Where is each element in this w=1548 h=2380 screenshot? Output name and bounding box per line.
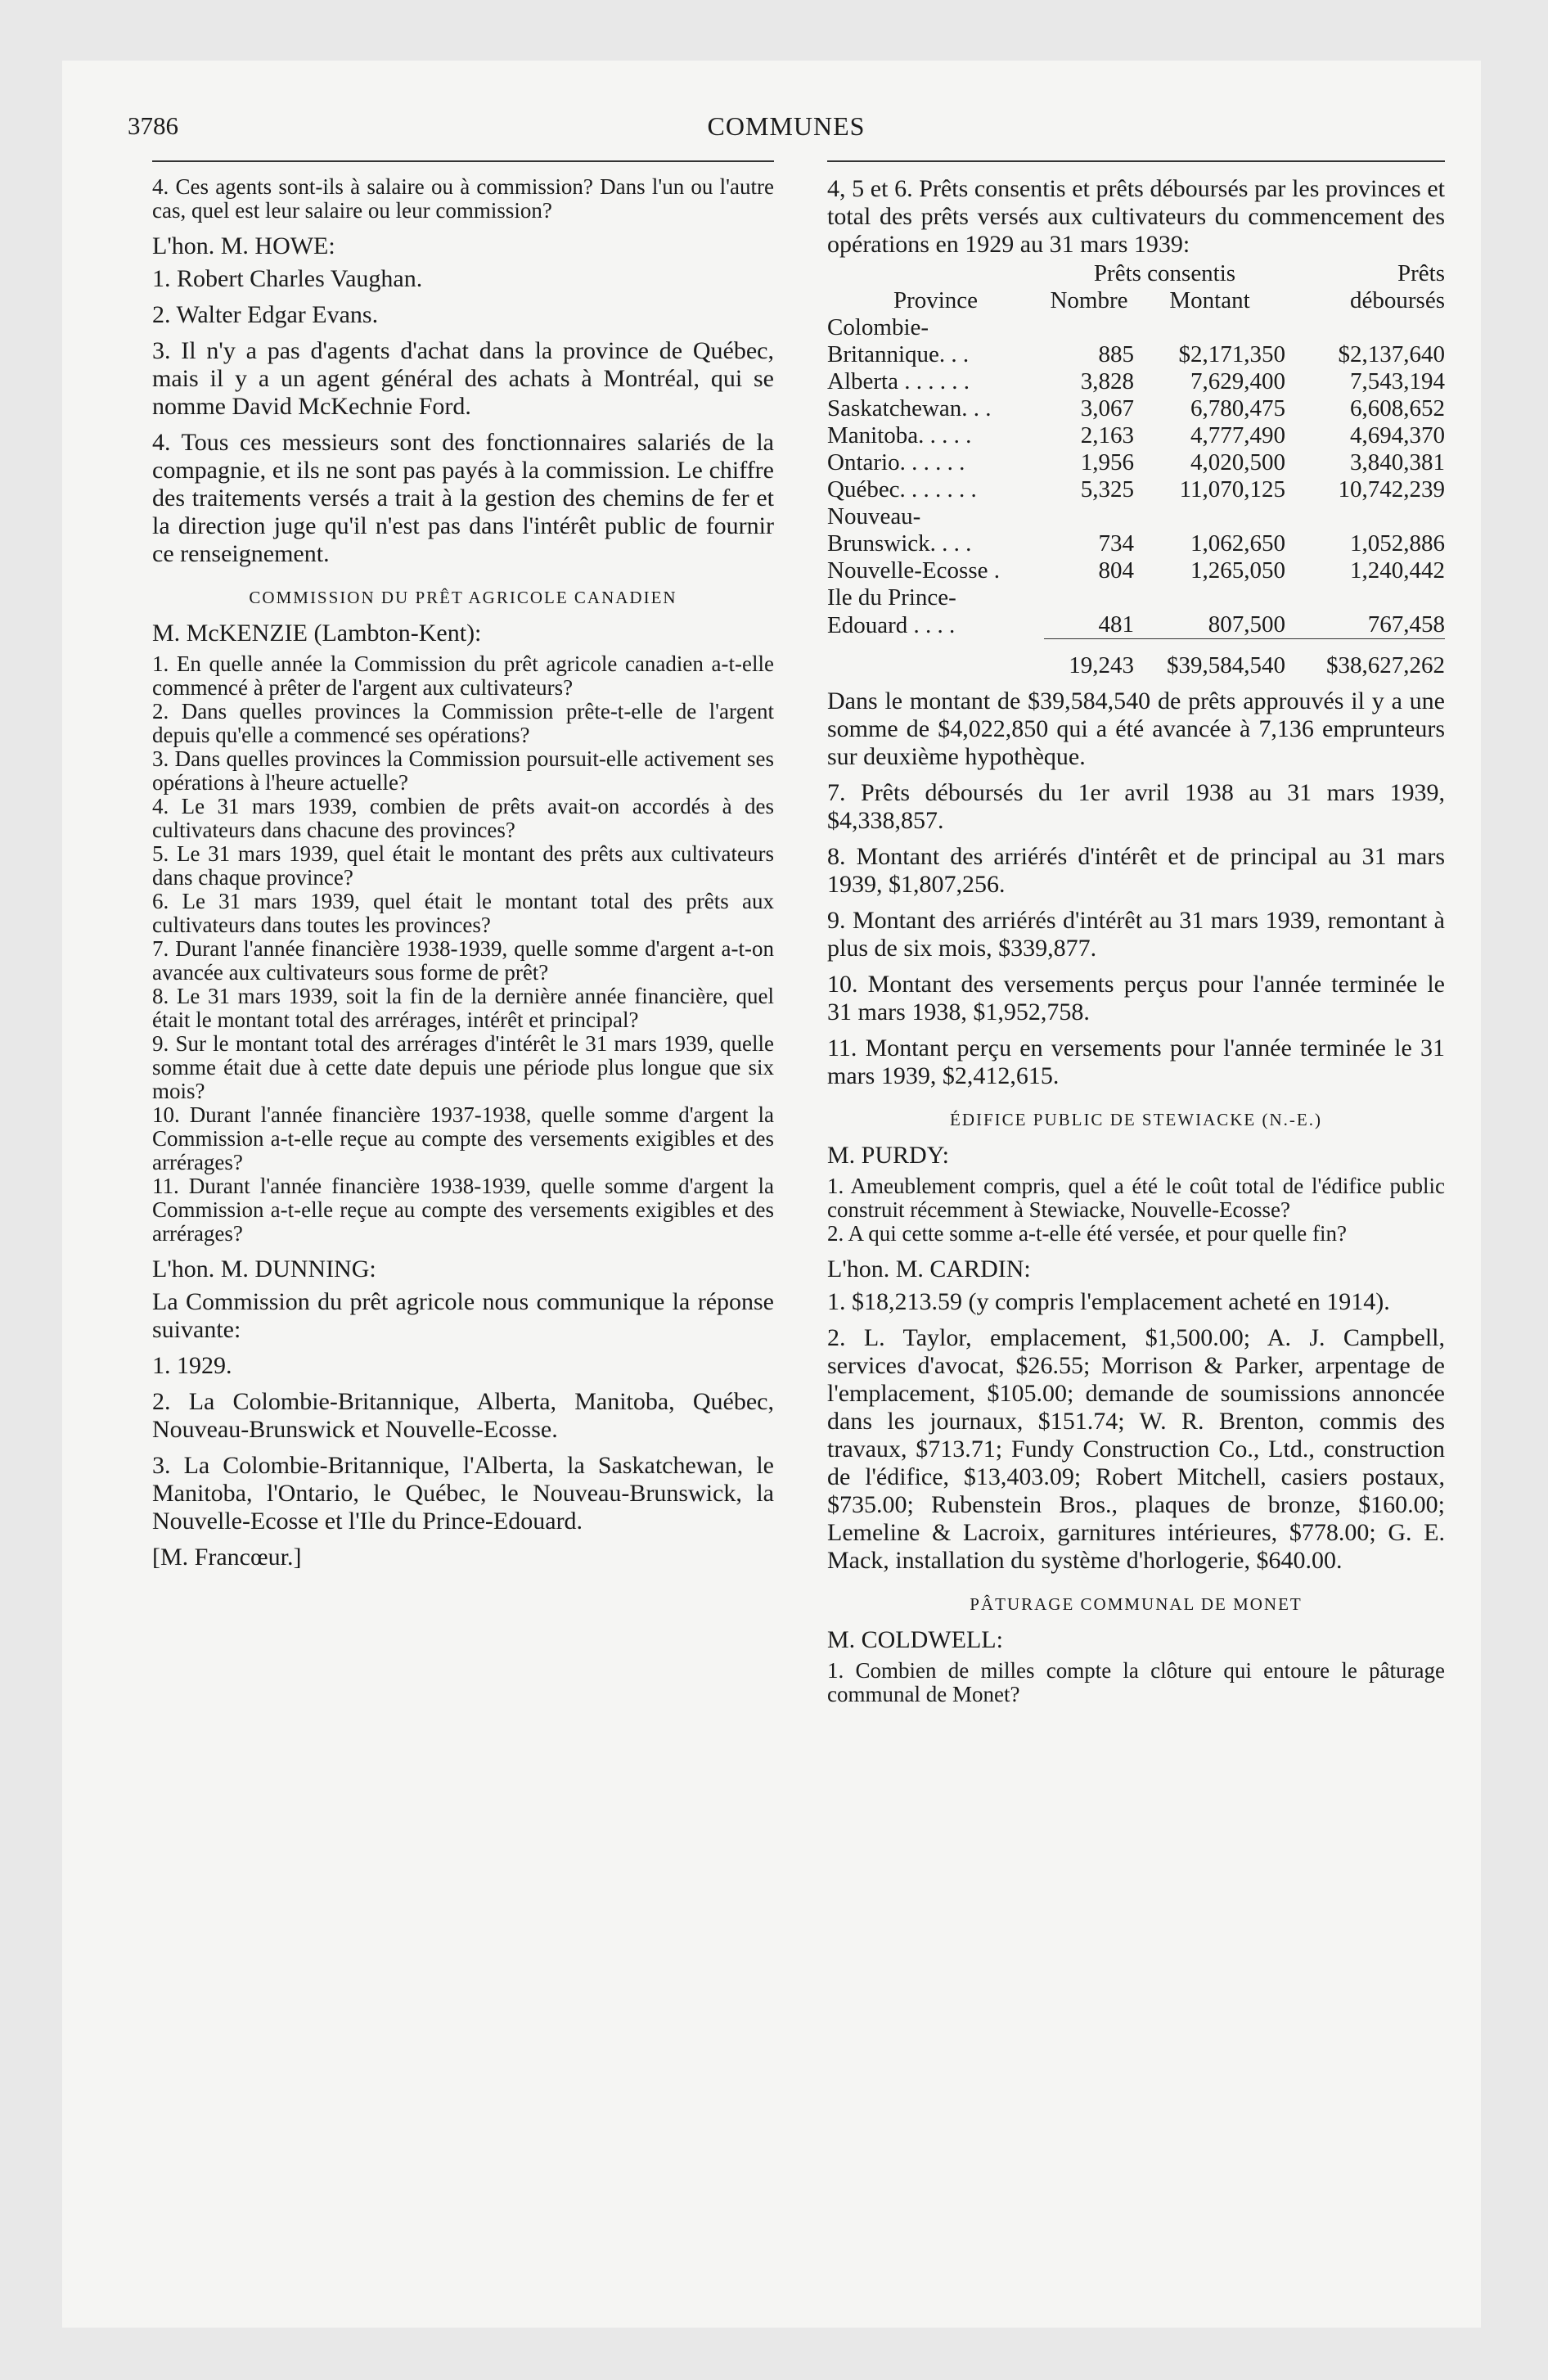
answer-paragraph: 4, 5 et 6. Prêts consentis et prêts déboursés par les provinces et total des prêts versés aux cultivateurs du commencement des opérations en 1929 au 31 mars 1939:: [827, 175, 1445, 258]
cell-debourses: 767,458: [1367, 611, 1445, 638]
table-row: [827, 368, 1445, 395]
cell-debourses: 1,052,886: [1350, 530, 1445, 557]
question-paragraph: 4. Le 31 mars 1939, combien de prêts avait-on accordés à des cultivateurs dans chacune des provinces?: [152, 794, 774, 842]
table-row: [827, 530, 1445, 557]
speaker-name: L'hon. M. HOWE:: [152, 232, 335, 259]
question-paragraph: 3. Dans quelles provinces la Commission poursuit-elle activement ses opérations à l'heure actuelle?: [152, 746, 774, 795]
province-name: Brunswick. . . .: [827, 530, 972, 557]
answer-paragraph: 4. Tous ces messieurs sont des fonctionnaires salariés de la compagnie, et ils ne sont pas payés à la commission. Le chiffre des traitements versés a trait à la gestion des chemins de fer et la direction juge qu'il n'est pas dans l'intérêt public de fournir ce renseignement.: [152, 429, 774, 567]
speaker-name: M. COLDWELL:: [827, 1626, 1003, 1653]
section-heading: ÉDIFICE PUBLIC DE STEWIACKE (N.-E.): [950, 1110, 1322, 1129]
province-name-line: Colombie-: [827, 314, 929, 340]
table-row: [827, 395, 1445, 422]
answer-paragraph: Dans le montant de $39,584,540 de prêts approuvés il y a une somme de $4,022,850 qui a été avancée à 7,136 emprunteurs sur deuxième hypothèque.: [827, 687, 1445, 770]
cell-nombre: 734: [1098, 530, 1134, 557]
table-header: Prêts: [1397, 260, 1445, 286]
cell-montant: 7,629,400: [1190, 368, 1285, 394]
table-header: Nombre: [1050, 287, 1128, 313]
loans-table: [827, 260, 1445, 679]
table-row-label: [827, 584, 1445, 611]
page-title: COMMUNES: [707, 111, 866, 141]
province-name: Manitoba. . . . .: [827, 422, 972, 449]
answer-paragraph: 2. La Colombie-Britannique, Alberta, Manitoba, Québec, Nouveau-Brunswick et Nouvelle-Ecosse.: [152, 1388, 774, 1443]
province-name: Nouvelle-Ecosse .: [827, 557, 1000, 584]
cell-nombre: 1,956: [1080, 449, 1134, 476]
answer-paragraph: 9. Montant des arriérés d'intérêt au 31 mars 1939, remontant à plus de six mois, $339,877.: [827, 907, 1445, 962]
cell-nombre: 5,325: [1080, 476, 1134, 503]
table-header: déboursés: [1350, 287, 1445, 313]
cell-nombre: 2,163: [1080, 422, 1134, 449]
table-row: [827, 341, 1445, 368]
answer-paragraph: 3. La Colombie-Britannique, l'Alberta, la Saskatchewan, le Manitoba, l'Ontario, le Québec, le Nouveau-Brunswick, la Nouvelle-Ecosse et l'Ile du Prince-Edouard.: [152, 1452, 774, 1535]
question-paragraph: 6. Le 31 mars 1939, quel était le montant total des prêts aux cultivateurs dans toutes les provinces?: [152, 889, 774, 937]
province-name: Britannique. . .: [827, 341, 970, 367]
question-paragraph: 4. Ces agents sont-ils à salaire ou à commission? Dans l'un ou l'autre cas, quel est leur salaire ou leur commission?: [152, 174, 774, 223]
table-row-label: [827, 503, 1445, 530]
table-row: [827, 611, 1445, 639]
answer-paragraph: 8. Montant des arriérés d'intérêt et de principal au 31 mars 1939, $1,807,256.: [827, 843, 1445, 898]
question-paragraph: 1. En quelle année la Commission du prêt agricole canadien a-t-elle commencé à prêter de l'argent aux cultivateurs?: [152, 651, 774, 700]
cell-debourses: 3,840,381: [1350, 449, 1445, 476]
cell-montant: 6,780,475: [1190, 395, 1285, 421]
answer-paragraph: La Commission du prêt agricole nous communique la réponse suivante:: [152, 1288, 774, 1343]
cell-debourses: $2,137,640: [1338, 341, 1445, 367]
table-total-row: [827, 639, 1445, 680]
total-debourses: $38,627,262: [1285, 639, 1445, 680]
cell-debourses: 4,694,370: [1350, 422, 1445, 449]
cell-montant: 1,062,650: [1190, 530, 1285, 557]
question-paragraph: 11. Durant l'année financière 1938-1939, quelle somme d'argent la Commission a-t-elle reçue au compte des versements exigibles et des arrérages?: [152, 1174, 774, 1246]
speaker-name: L'hon. M. DUNNING:: [152, 1255, 376, 1282]
cell-nombre: 3,828: [1080, 368, 1134, 394]
page-header: [128, 111, 1445, 147]
cell-debourses: 1,240,442: [1350, 557, 1445, 584]
answer-paragraph: 1. 1929.: [152, 1352, 232, 1379]
table-row: [827, 476, 1445, 503]
section-heading: PÂTURAGE COMMUNAL DE MONET: [970, 1594, 1303, 1614]
province-name: Edouard . . . .: [827, 611, 956, 638]
document-page: [62, 61, 1481, 2328]
section-heading: COMMISSION DU PRÊT AGRICOLE CANADIEN: [249, 588, 677, 607]
table-row: [827, 557, 1445, 584]
answer-paragraph: 1. Robert Charles Vaughan.: [152, 265, 423, 292]
cell-montant: 11,070,125: [1179, 476, 1285, 503]
cell-nombre: 481: [1098, 611, 1134, 638]
speaker-name: M. PURDY:: [827, 1142, 949, 1169]
province-name: Saskatchewan. . .: [827, 395, 992, 421]
answer-paragraph: 7. Prêts déboursés du 1er avril 1938 au 31 mars 1939, $4,338,857.: [827, 779, 1445, 834]
table-header: Province: [893, 287, 979, 313]
answer-paragraph: 2. L. Taylor, emplacement, $1,500.00; A. J. Campbell, services d'avocat, $26.55; Morrison & Parker, arpentage de l'emplacement, $105.00; demande de soumissions annoncée dans les journaux, $151.74; W. R. Brenton, commis des travaux, $713.71; Fundy Construction Co., Ltd., construction de l'édifice, $13,403.09; Robert Mitchell, casiers postaux, $735.00; Rubenstein Bros., plaques de bronze, $160.00; Lemeline & Lacroix, garnitures intérieures, $778.00; G. E. Mack, installation du système d'horlogerie, $640.00.: [827, 1324, 1445, 1574]
question-paragraph: 1. Combien de milles compte la clôture qui entoure le pâturage communal de Monet?: [827, 1658, 1445, 1706]
question-paragraph: 2. Dans quelles provinces la Commission prête-t-elle de l'argent depuis qu'elle a commencé ses opérations?: [152, 699, 774, 747]
table-row: [827, 449, 1445, 476]
answer-paragraph: 2. Walter Edgar Evans.: [152, 301, 379, 328]
answer-paragraph: 1. $18,213.59 (y compris l'emplacement acheté en 1914).: [827, 1288, 1390, 1315]
province-name-line: Nouveau-: [827, 503, 921, 530]
cell-montant: 807,500: [1208, 611, 1285, 638]
cell-debourses: 7,543,194: [1350, 368, 1445, 394]
page-number: 3786: [128, 111, 178, 140]
table-row: [827, 422, 1445, 449]
province-name: Alberta . . . . . .: [827, 368, 970, 394]
question-paragraph: 9. Sur le montant total des arrérages d'intérêt le 31 mars 1939, quelle somme était due à cette date depuis une période plus longue que six mois?: [152, 1031, 774, 1103]
total-montant: $39,584,540: [1134, 639, 1285, 680]
cell-nombre: 3,067: [1080, 395, 1134, 421]
province-name: Québec. . . . . . .: [827, 476, 977, 503]
cell-nombre: 885: [1098, 341, 1134, 367]
cell-debourses: 6,608,652: [1350, 395, 1445, 421]
cell-montant: 4,777,490: [1190, 422, 1285, 449]
question-paragraph: 10. Durant l'année financière 1937-1938, quelle somme d'argent la Commission a-t-elle reçue au compte des versements exigibles et des arrérages?: [152, 1102, 774, 1174]
question-paragraph: 8. Le 31 mars 1939, soit la fin de la dernière année financière, quel était le montant total des arrérages, intérêt et principal?: [152, 984, 774, 1032]
question-paragraph: 7. Durant l'année financière 1938-1939, quelle somme d'argent a-t-on avancée aux cultivateurs sous forme de prêt?: [152, 936, 774, 985]
right-header-rule: [827, 160, 1445, 162]
speaker-name: M. McKENZIE (Lambton-Kent):: [152, 620, 482, 647]
table-group-header: Prêts consentis: [1093, 260, 1236, 286]
left-header-rule: [152, 160, 774, 162]
speaker-name: L'hon. M. CARDIN:: [827, 1255, 1031, 1282]
cell-debourses: 10,742,239: [1338, 476, 1445, 503]
answer-paragraph: 11. Montant perçu en versements pour l'année terminée le 31 mars 1939, $2,412,615.: [827, 1034, 1445, 1089]
province-name: Ontario. . . . . .: [827, 449, 965, 476]
cell-nombre: 804: [1098, 557, 1134, 584]
table-row-label: [827, 314, 1445, 341]
question-paragraph: 1. Ameublement compris, quel a été le coût total de l'édifice public construit récemment à Stewiacke, Nouvelle-Ecosse?: [827, 1174, 1445, 1222]
answer-paragraph: 10. Montant des versements perçus pour l'année terminée le 31 mars 1938, $1,952,758.: [827, 971, 1445, 1025]
question-paragraph: 5. Le 31 mars 1939, quel était le montant des prêts aux cultivateurs dans chaque province?: [152, 841, 774, 890]
question-paragraph: 2. A qui cette somme a-t-elle été versée, et pour quelle fin?: [827, 1221, 1348, 1246]
cell-montant: 4,020,500: [1190, 449, 1285, 476]
answer-paragraph: 3. Il n'y a pas d'agents d'achat dans la province de Québec, mais il y a un agent général des achats à Montréal, qui se nomme David McKechnie Ford.: [152, 337, 774, 420]
right-column: [827, 175, 1445, 1706]
total-nombre: 19,243: [1044, 639, 1134, 680]
member-footer: [M. Francœur.]: [152, 1544, 302, 1571]
cell-montant: 1,265,050: [1190, 557, 1285, 584]
province-name-line: Ile du Prince-: [827, 584, 956, 611]
table-header: Montant: [1169, 287, 1250, 313]
cell-montant: $2,171,350: [1178, 341, 1285, 367]
left-column: [152, 175, 774, 1571]
